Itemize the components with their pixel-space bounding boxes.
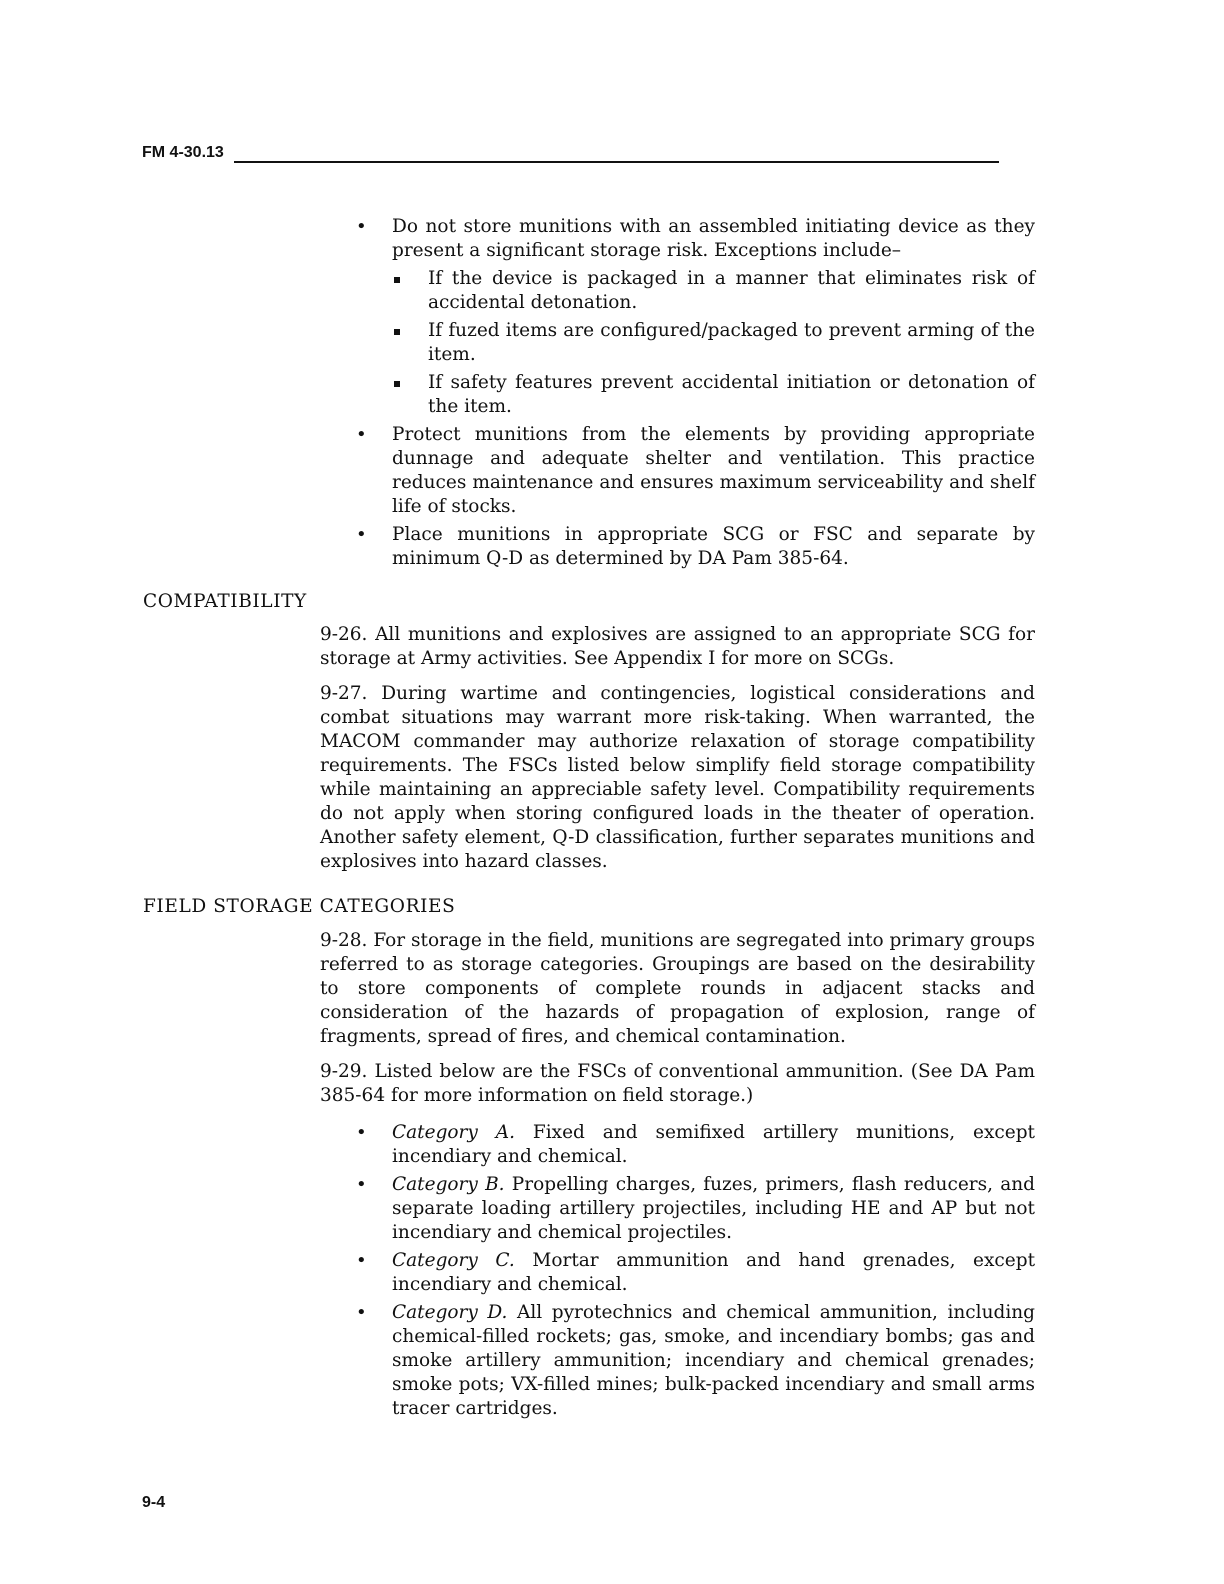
field-storage-body — [320, 929, 1035, 1425]
category-label: Category D. — [392, 1302, 508, 1323]
bullet-icon: • — [356, 1122, 367, 1143]
list-item — [320, 215, 1035, 263]
list-item — [320, 423, 1035, 519]
paragraph-9-28: 9-28. For storage in the field, munitions are segregated into primary groups referred to as storage categories. Groupings are based on the desirability to store components of complete rounds in adjacent stacks and consideration of the hazards of propagation of explosion, range of fragments, spread of fires, and chemical contamination. — [320, 930, 1035, 1047]
paragraph-9-29: 9-29. Listed below are the FSCs of conventional ammunition. (See DA Pam 385-64 for more information on field storage.) — [320, 1061, 1035, 1106]
category-label: Category B. — [392, 1174, 505, 1195]
sub-list-item-text: If fuzed items are configured/packaged to prevent arming of the item. — [428, 320, 1035, 365]
bullet-icon: • — [356, 1302, 367, 1323]
category-label: Category A. — [392, 1122, 515, 1143]
sub-list-item — [320, 267, 1035, 315]
bullet-icon: • — [356, 1250, 367, 1271]
section-heading-field-storage: FIELD STORAGE CATEGORIES — [143, 896, 456, 917]
section-heading-compatibility: COMPATIBILITY — [143, 591, 307, 612]
category-text: All pyrotechnics and chemical ammunition, including chemical-filled rockets; gas, smoke, and incendiary bombs; gas and smoke artillery ammunition; incendiary and chemical grenades; smoke pots; VX-filled mines; bulk-packed incendiary and small arms tracer cartridges. — [392, 1302, 1035, 1419]
bullet-icon: • — [356, 216, 367, 237]
list-item-category-b — [320, 1173, 1035, 1245]
square-bullet-icon — [394, 277, 400, 283]
list-item-category-c — [320, 1249, 1035, 1297]
list-item-text: Place munitions in appropriate SCG or FSC and separate by minimum Q-D as determined by DA Pam 385-64. — [392, 524, 1035, 569]
sub-list-item — [320, 371, 1035, 419]
category-text: Propelling charges, fuzes, primers, flash reducers, and separate loading artillery projectiles, including HE and AP but not incendiary and chemical projectiles. — [392, 1174, 1036, 1243]
top-bullet-list — [320, 215, 1035, 575]
list-item-text: Do not store munitions with an assembled initiating device as they present a significant storage risk. Exceptions include– — [392, 216, 1035, 261]
list-item-text: Protect munitions from the elements by providing appropriate dunnage and adequate shelter and ventilation. This practice reduces maintenance and ensures maximum serviceability and shelf life of stocks. — [392, 424, 1035, 517]
category-text: Fixed and semifixed artillery munitions, except incendiary and chemical. — [392, 1122, 1035, 1167]
compatibility-body — [320, 623, 1035, 885]
list-item-category-a — [320, 1121, 1035, 1169]
paragraph-9-26: 9-26. All munitions and explosives are assigned to an appropriate SCG for storage at Army activities. See Appendix I for more on SCGs. — [320, 624, 1035, 669]
list-item — [320, 523, 1035, 571]
sub-list-item-text: If safety features prevent accidental initiation or detonation of the item. — [428, 372, 1035, 417]
category-label: Category C. — [392, 1250, 515, 1271]
square-bullet-icon — [394, 329, 400, 335]
bullet-icon: • — [356, 1174, 367, 1195]
list-item-category-d — [320, 1301, 1035, 1421]
document-id: FM 4-30.13 — [142, 144, 224, 161]
bullet-icon: • — [356, 424, 367, 445]
bullet-icon: • — [356, 524, 367, 545]
square-bullet-icon — [394, 381, 400, 387]
category-text: Mortar ammunition and hand grenades, except incendiary and chemical. — [392, 1250, 1035, 1295]
sub-list-item — [320, 319, 1035, 367]
paragraph-9-27: 9-27. During wartime and contingencies, logistical considerations and combat situations may warrant more risk-taking. When warranted, the MACOM commander may authorize relaxation of storage compatibility requirements. The FSCs listed below simplify field storage compatibility while maintaining an appreciable safety level. Compatibility requirements do not apply when storing configured loads in the theater of operation. Another safety element, Q-D classification, further separates munitions and explosives into hazard classes. — [320, 683, 1035, 872]
header-rule — [234, 161, 999, 163]
sub-list-item-text: If the device is packaged in a manner that eliminates risk of accidental detonation. — [428, 268, 1035, 313]
page-number: 9-4 — [142, 1494, 166, 1511]
